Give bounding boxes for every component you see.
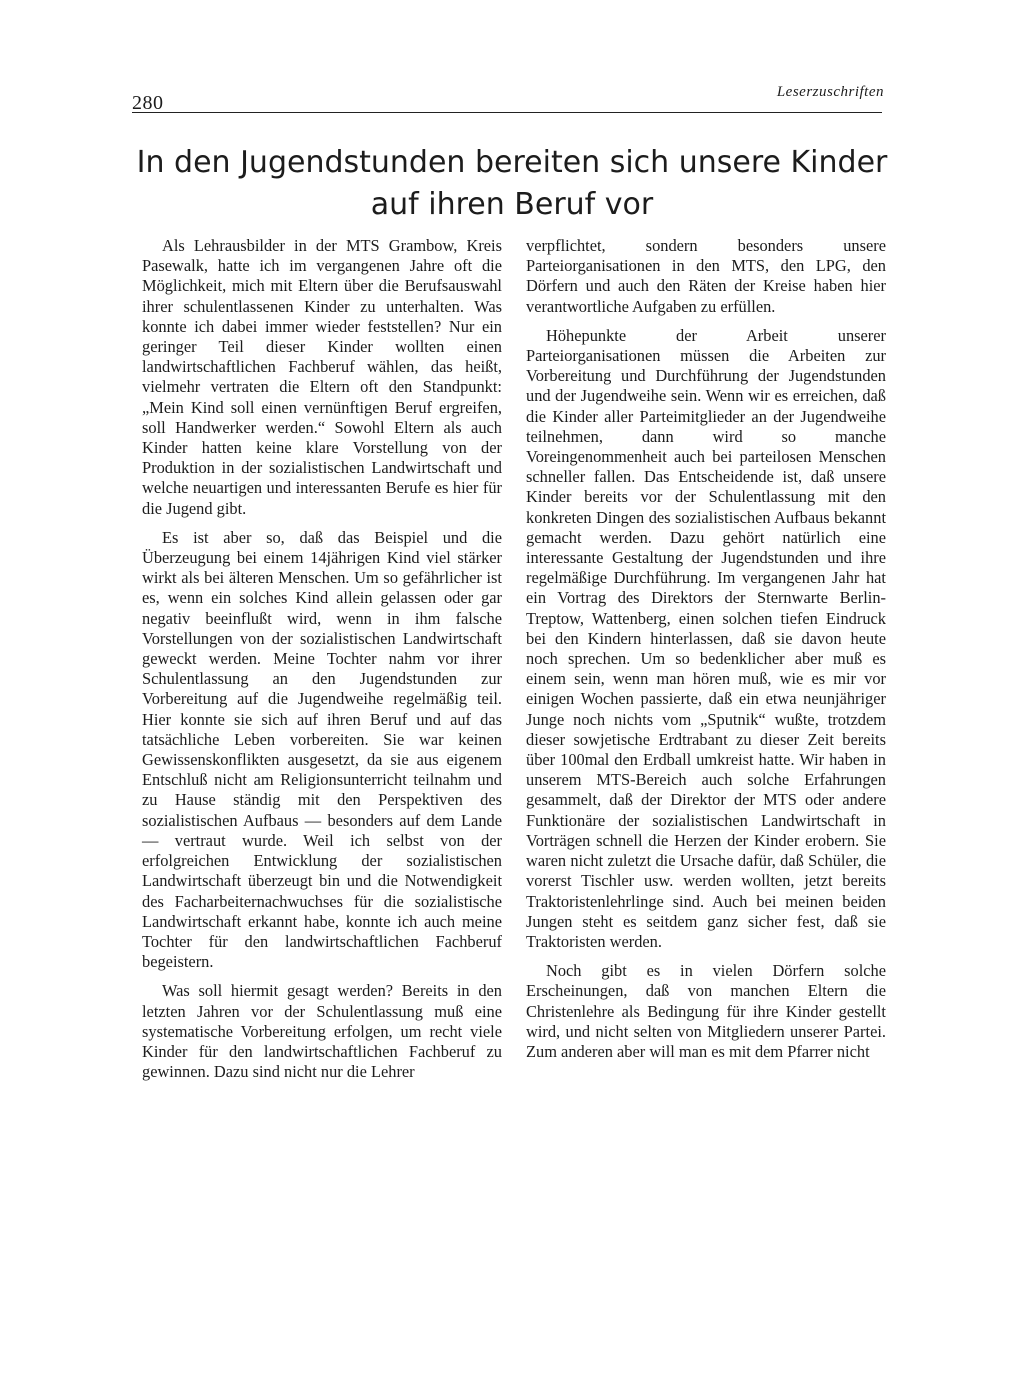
paragraph: Es ist aber so, daß das Beispiel und die Überzeugung bei einem 14jährigen Kind viel stärker wirkt als bei älteren Menschen. Um so gefährlicher ist es, wenn ein solches Kind allein gelassen oder gar negativ beeinflußt wird, wenn in ihm falsche Vorstellungen von der sozialistischen Landwirtschaft geweckt werden. Meine Tochter nahm vor ihrer Schulentlassung an den Jugendstunden zur Vorbereitung auf die Jugendweihe regelmäßig teil. Hier konnte sie sich auf ihren Beruf und auf das tatsächliche Leben vorbereiten. Sie war keinen Gewissenskonflikten ausgesetzt, da sie aus eigenem Entschluß nicht am Religionsunterricht teilnahm und zu Hause ständig mit den Perspektiven des sozialistischen Aufbaus — besonders auf dem Lande — vertraut wurde. Weil ich selbst von der erfolgreichen Entwicklung der sozialistischen Landwirtschaft überzeugt bin und die Notwendigkeit des Facharbeiternachwuchses für die sozialistische Landwirtschaft erkannt habe, konnte ich auch meine Tochter für den landwirtschaftlichen Fachberuf begeistern. xyxy=(142,527,502,972)
page-number: 280 xyxy=(132,92,164,114)
running-head-section: Leserzuschriften xyxy=(776,84,884,100)
paragraph: Was soll hiermit gesagt werden? Bereits in den letzten Jahren vor der Schulentlassung muß eine systematische Vorbereitung erfolgen, um recht viele Kinder für den landwirtschaftlichen Fachberuf zu gewinnen. Dazu sind nicht nur die Lehrer xyxy=(142,981,502,1082)
paragraph-continuation: verpflichtet, sondern besonders unsere Parteiorganisationen in den MTS, den LPG, den Dörfern und auch den Räten der Kreise haben hier verantwortliche Aufgaben zu erfüllen. xyxy=(526,236,886,316)
left-column xyxy=(142,236,502,1091)
paragraph: Als Lehrausbilder in der MTS Grambow, Kreis Pasewalk, hatte ich im vergangenen Jahre oft die Möglichkeit, mich mit Eltern über die Berufsauswahl ihrer schulentlassenen Kinder zu unterhalten. Was konnte ich dabei immer wieder feststellen? Nur ein geringer Teil dieser Kinder wollten einen landwirtschaftlichen Fachberuf wählen, das heißt, vielmehr vertraten die Eltern oft den Standpunkt: „Mein Kind soll einen vernünftigen Beruf ergreifen, soll Handwerker werden.“ Sowohl Eltern als auch Kinder hatten keine klare Vorstellung von der Produktion in der sozialistischen Landwirtschaft und welche neuartigen und interessanten Berufe es hier für die Jugend gibt. xyxy=(142,236,502,518)
paragraph: Noch gibt es in vielen Dörfern solche Erscheinungen, daß von manchen Eltern die Christenlehre als Bedingung für ihre Kinder gestellt wird, und nicht selten von Mitgliedern unserer Partei. Zum anderen aber will man es mit dem Pfarrer nicht xyxy=(526,961,886,1061)
right-column xyxy=(526,236,886,1071)
paragraph: Höhepunkte der Arbeit unserer Parteiorganisationen müssen die Arbeiten zur Vorbereitung und Durchführung der Jugendstunden und der Jugendweihe sein. Wenn wir es erreichen, daß die Kinder aller Parteimitglieder an der Jugendweihe teilnehmen, dann wird so manche Voreingenommenheit auch bei parteilosen Menschen schneller fallen. Das Entscheidende ist, daß unsere Kinder bereits vor der Schulentlassung mit den konkreten Dingen des sozialistischen Aufbaus bekannt gemacht werden. Dazu gehört natürlich eine interessante Gestaltung der Jugendstunden und ihre regelmäßige Durchführung. Im vergangenen Jahr hat ein Vortrag des Direktors der Sternwarte Berlin-Treptow, Wattenberg, einen solchen tiefen Eindruck bei den Kindern hinterlassen, daß sie davon heute noch sprechen. Um so bedenklicher aber muß es einem sein, wenn man hören muß, wie es mir vor einigen Wochen passierte, daß ein etwa neunjähriger Junge noch nichts vom „Sputnik“ wußte, trotzdem dieser sowjetische Erdtrabant zu dieser Zeit bereits über 100mal den Erdball umkreist hatte. Wir haben in unserem MTS-Bereich auch solche Erfahrungen gesammelt, daß der Direktor der MTS oder andere Funktionäre der sozialistischen Landwirtschaft in Vorträgen schnell die Herzen der Kinder erobern. Sie waren nicht zuletzt die Ursache dafür, daß Schüler, die vorerst Tischler usw. werden wollten, jetzt bereits Traktoristenlehrlinge sind. Auch bei meinen beiden Jungen steht es seitdem ganz sicher fest, daß sie Traktoristen werden. xyxy=(526,325,886,951)
article-title: In den Jugendstunden bereiten sich unsere Kinder auf ihren Beruf vor xyxy=(136,145,888,222)
header-rule xyxy=(132,112,882,113)
